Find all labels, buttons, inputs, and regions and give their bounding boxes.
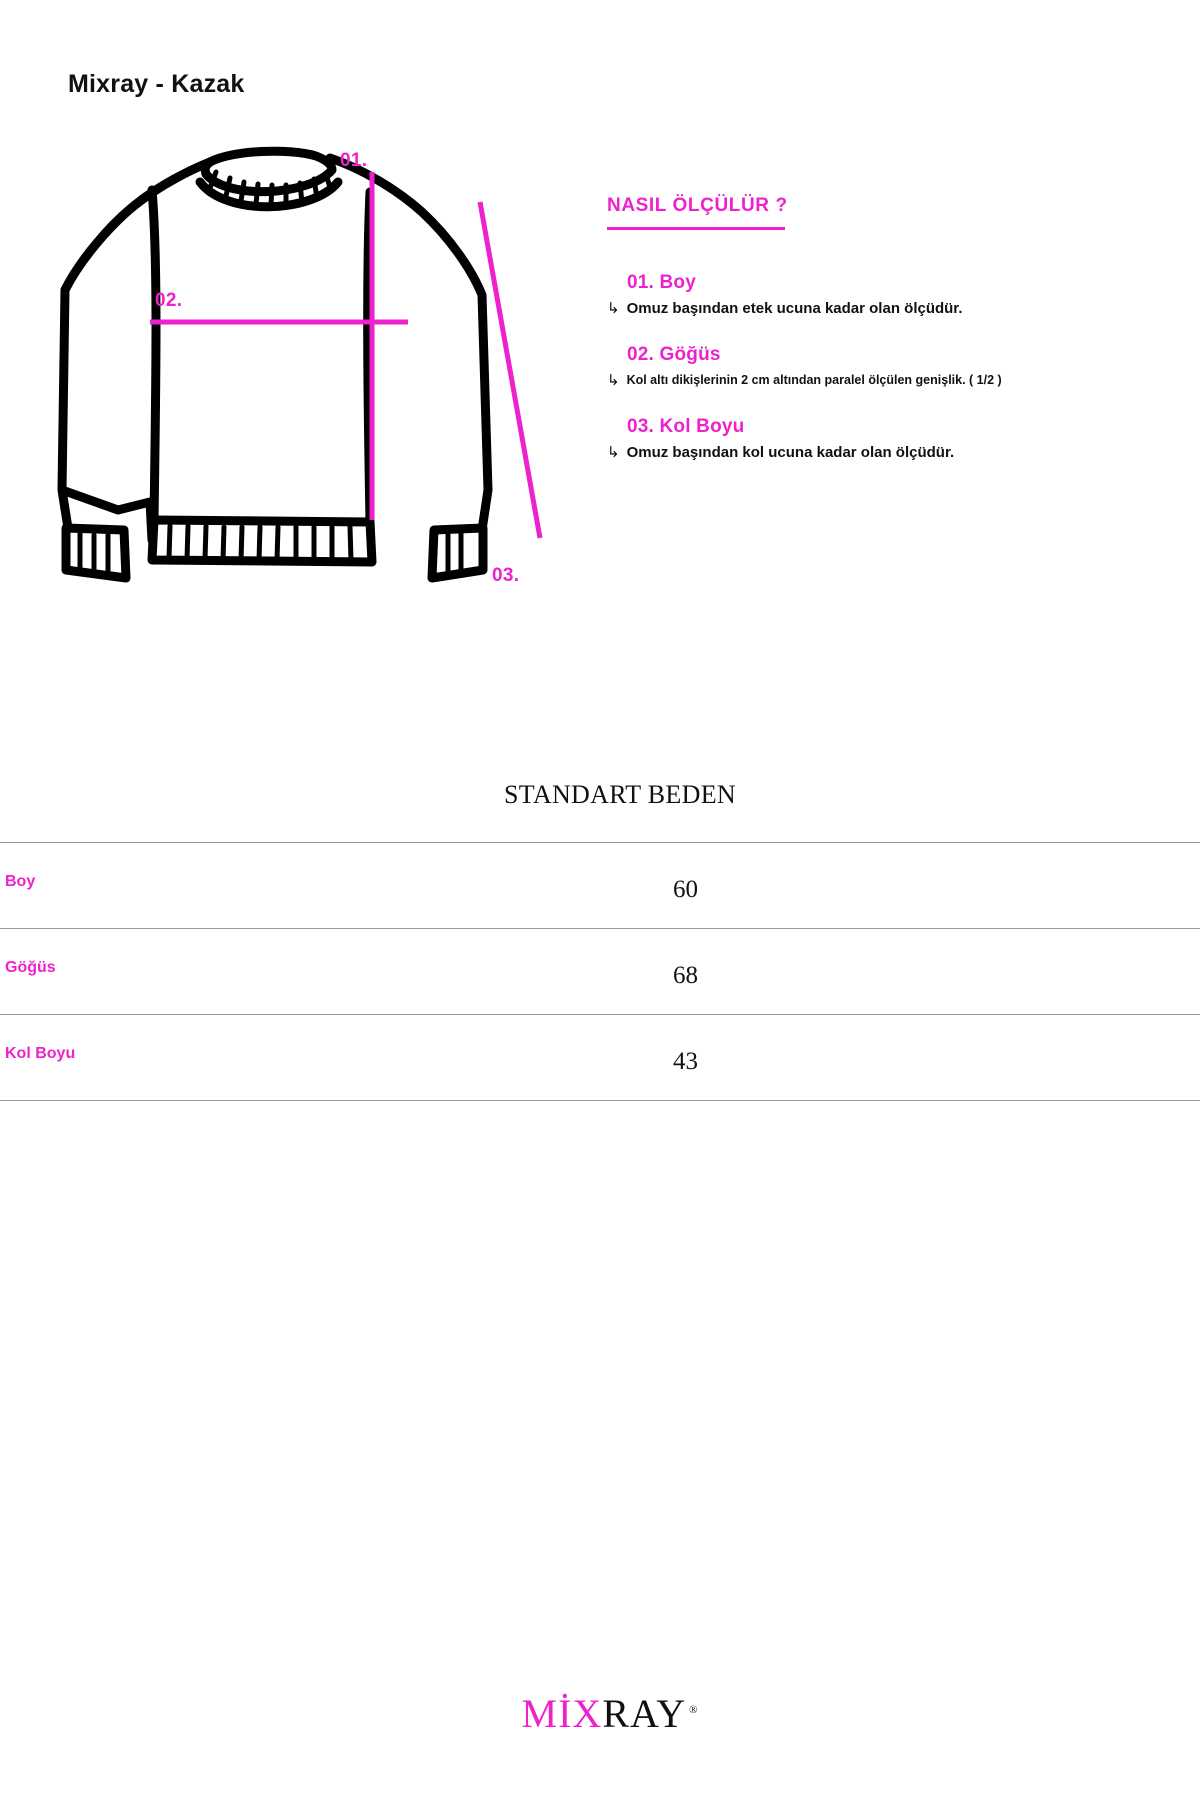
size-table-section	[0, 780, 1200, 1101]
brand-logo	[0, 1690, 1200, 1737]
table-row-value: 43	[606, 1015, 1200, 1101]
how-to-measure-title: NASIL ÖLÇÜLÜR ?	[607, 195, 788, 216]
table-row-label: Göğüs	[0, 929, 606, 1015]
trademark-symbol: ®	[689, 1703, 699, 1716]
title-underline	[607, 227, 785, 230]
measure-item-gogus	[607, 344, 1077, 390]
arrow-down-right-icon: ↳	[607, 300, 620, 317]
page-title: Mixray - Kazak	[68, 70, 245, 98]
brand-logo-second: RAY	[602, 1691, 687, 1736]
table-row	[0, 929, 1200, 1015]
table-row-label: Boy	[0, 843, 606, 929]
measure-item-boy-label: 01. Boy	[627, 272, 696, 293]
measure-item-boy	[607, 272, 1077, 318]
marker-01: 01.	[340, 150, 368, 171]
table-row	[0, 843, 1200, 929]
arrow-down-right-icon: ↳	[607, 372, 620, 389]
measure-item-boy-description: Omuz başından etek ucuna kadar olan ölçüdür.	[626, 300, 963, 317]
how-to-measure-panel	[607, 195, 1077, 462]
measure-item-gogus-label: 02. Göğüs	[627, 344, 721, 365]
table-row	[0, 1015, 1200, 1101]
measure-item-kol-boyu-description: Omuz başından kol ucuna kadar olan ölçüdür.	[626, 444, 955, 461]
table-row-label: Kol Boyu	[0, 1015, 606, 1101]
sweater-diagram-svg	[40, 130, 600, 620]
table-row-value: 60	[606, 843, 1200, 929]
measure-item-kol-boyu-label: 03. Kol Boyu	[627, 416, 745, 437]
table-row-value: 68	[606, 929, 1200, 1015]
brand-logo-first: MİX	[521, 1691, 603, 1736]
measure-item-gogus-description: Kol altı dikişlerinin 2 cm altından paralel ölçülen genişlik. ( 1/2 )	[626, 373, 1002, 387]
marker-02: 02.	[155, 290, 183, 311]
measure-item-kol-boyu	[607, 416, 1077, 462]
sweater-illustration	[40, 130, 600, 620]
marker-03: 03.	[492, 565, 520, 586]
size-table	[0, 842, 1200, 1101]
arrow-down-right-icon: ↳	[607, 444, 620, 461]
size-table-caption: STANDART BEDEN	[504, 780, 736, 809]
